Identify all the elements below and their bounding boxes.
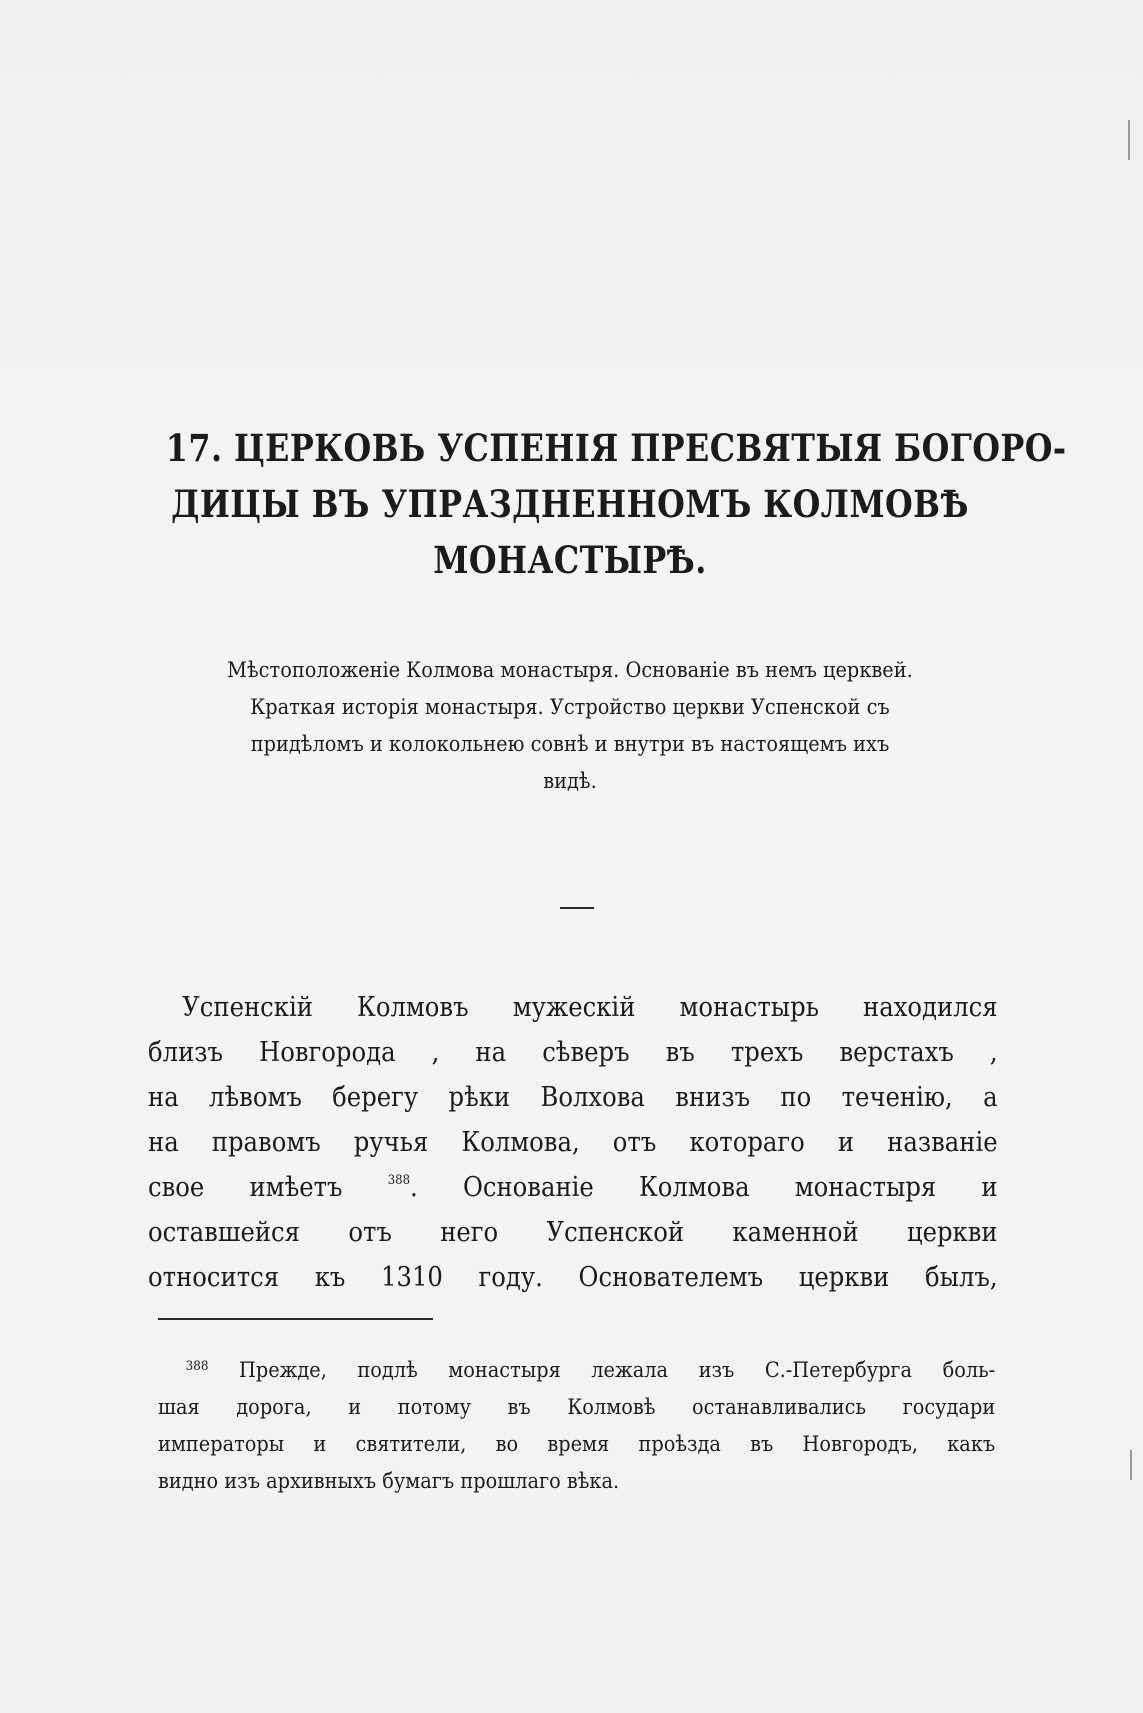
footnote-reference: 388 (387, 1173, 411, 1188)
footnote-line-1 (158, 1352, 995, 1389)
summary-line-3: придѣломъ и колокольнею совнѣ и внутри въ настоящемъ ихъ (250, 732, 890, 757)
chapter-summary (192, 652, 948, 800)
body-paragraph (148, 985, 998, 1300)
summary-line-1: Мѣстоположеніе Колмова монастыря. Основаніе въ немъ церквей. (227, 658, 913, 683)
footnote-line-2: шая дорога, и потому въ Колмовѣ останавливались государи (158, 1395, 996, 1419)
body-line-1: Успенскій Колмовъ мужескій монастырь находился (182, 992, 998, 1023)
body-line-5-end: . Основаніе Колмова монастыря и (410, 1172, 998, 1203)
summary-line-2: Краткая исторія монастыря. Устройство церкви Успенской съ (250, 695, 890, 720)
chapter-heading-line-3: МОНАСТЫРѢ. (433, 538, 707, 582)
summary-line-4: видѣ. (543, 769, 597, 794)
footnote-rule (158, 1318, 433, 1320)
footnote-number: 388 (185, 1359, 209, 1374)
page-edge-mark-lower (1130, 1450, 1132, 1480)
chapter-heading (165, 420, 1067, 588)
body-line-7: относится къ 1310 году. Основателемъ церкви былъ, (148, 1262, 998, 1293)
body-line-5-start: свое имѣетъ (148, 1172, 343, 1203)
section-divider-dash (560, 907, 594, 909)
body-line-2: близъ Новгорода , на сѣверъ въ трехъ верстахъ , (148, 1037, 998, 1068)
body-line-4: на правомъ ручья Колмова, отъ котораго и названіе (148, 1127, 998, 1158)
body-line-6: оставшейся отъ него Успенской каменной церкви (148, 1217, 998, 1248)
footnote-line-1-text: Прежде, подлѣ монастыря лежала изъ С.-Петербурга боль- (208, 1358, 996, 1382)
footnote (158, 1352, 996, 1500)
chapter-heading-line-1: 17. ЦЕРКОВЬ УСПЕНІЯ ПРЕСВЯТЫЯ БОГОРО- (165, 426, 1067, 470)
chapter-heading-line-2: ДИЦЫ ВЪ УПРАЗДНЕННОМЪ КОЛМОВѢ (171, 482, 969, 526)
page-edge-mark (1128, 120, 1130, 160)
body-line-5 (148, 1165, 998, 1210)
footnote-line-4: видно изъ архивныхъ бумагъ прошлаго вѣка. (158, 1469, 620, 1493)
footnote-line-3: императоры и святители, во время проѣзда въ Новгородъ, какъ (158, 1432, 996, 1456)
body-line-3: на лѣвомъ берегу рѣки Волхова внизъ по теченію, а (148, 1082, 998, 1113)
